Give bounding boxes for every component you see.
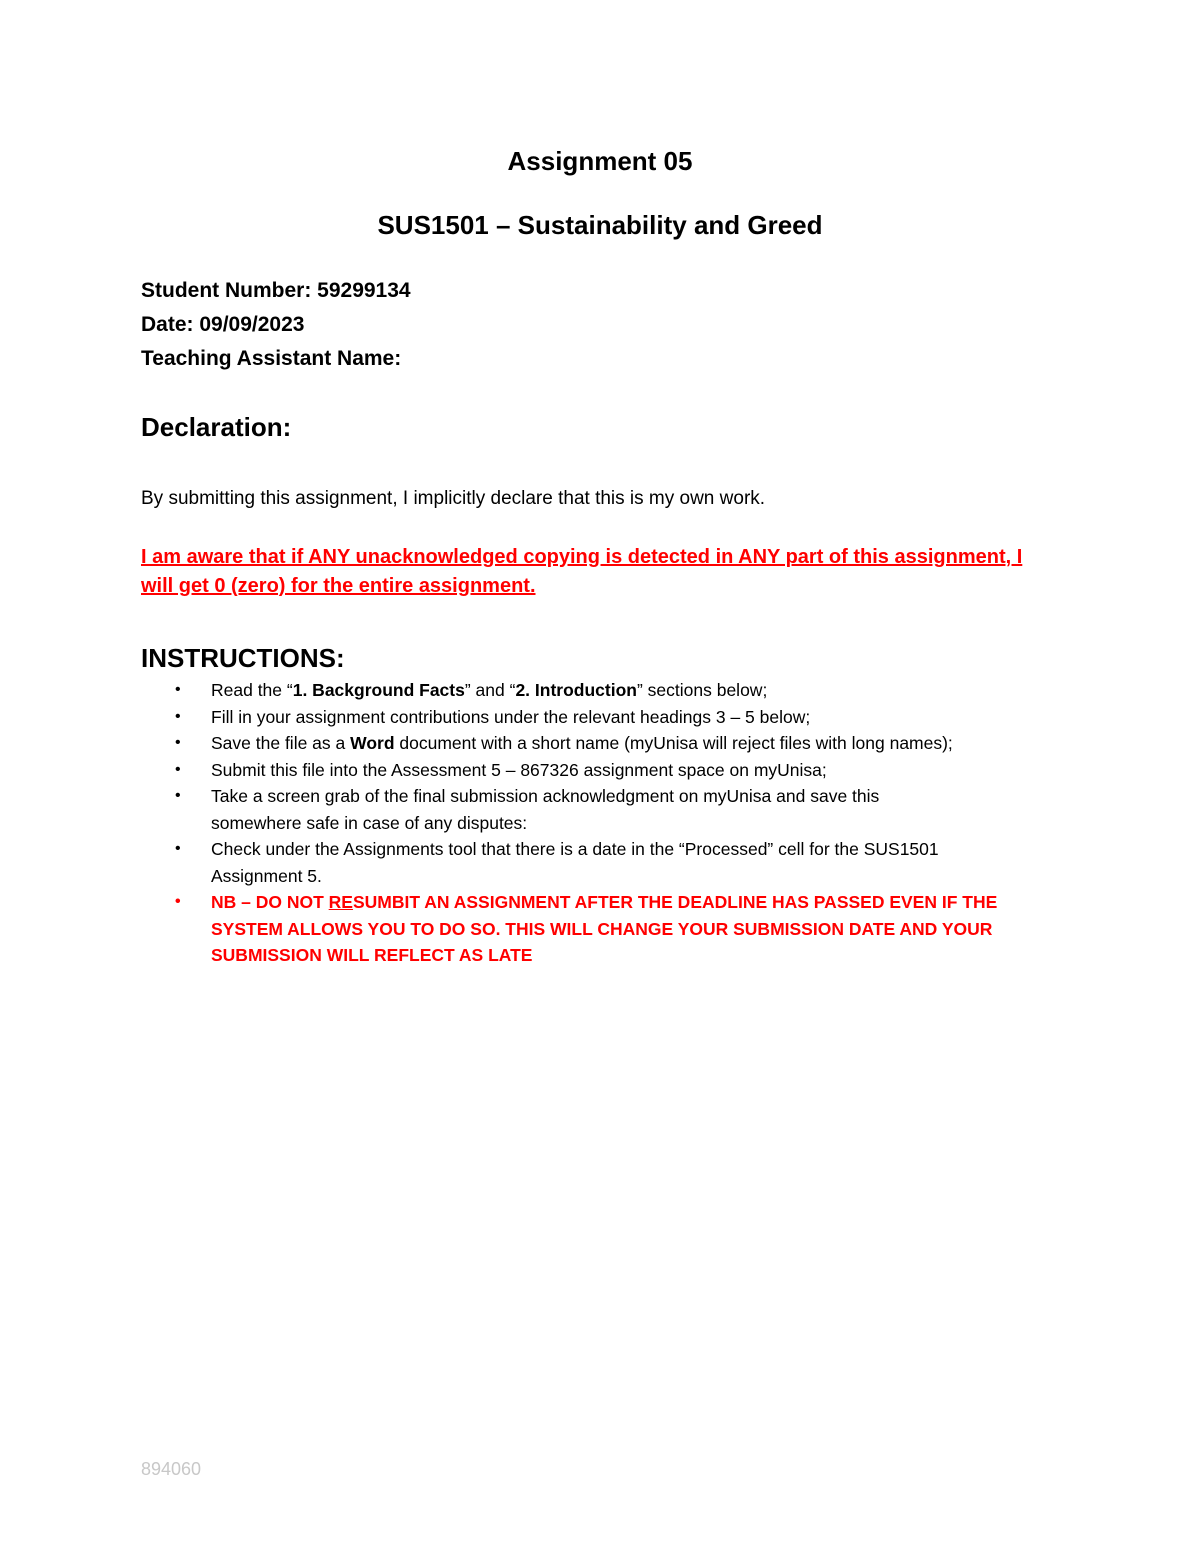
submission-date: Date: 09/09/2023 xyxy=(141,313,305,336)
list-item: • Read the “1. Background Facts” and “2. Introduction” sections below; xyxy=(141,677,1061,704)
bullet-icon: • xyxy=(175,760,181,778)
declaration-text: By submitting this assignment, I implicitly declare that this is my own work. xyxy=(141,488,766,509)
document-id-watermark: 894060 xyxy=(141,1459,202,1479)
bullet-icon: • xyxy=(175,893,181,910)
bullet-icon: • xyxy=(175,840,181,857)
student-number: Student Number: 59299134 xyxy=(141,279,411,302)
bullet-icon: • xyxy=(175,787,181,804)
list-item: • Fill in your assignment contributions under the relevant headings 3 – 5 below; xyxy=(141,704,1061,731)
list-item: • NB – DO NOT RESUMBIT AN ASSIGNMENT AFTER THE DEADLINE HAS PASSED EVEN IF THE SYSTEM ALLOWS YOU TO DO SO. THIS WILL CHANGE YOUR SUBMISSION DATE AND YOUR SUBMISSION WILL REFLECT AS LATE xyxy=(141,889,1061,969)
instructions-list xyxy=(141,677,1061,969)
student-details xyxy=(141,274,411,376)
list-item: • Save the file as a Word document with a short name (myUnisa will reject files with long names); xyxy=(141,730,1061,757)
list-item: • Submit this file into the Assessment 5 – 867326 assignment space on myUnisa; xyxy=(141,757,1061,784)
instructions-heading: INSTRUCTIONS: xyxy=(141,643,345,673)
bullet-icon: • xyxy=(175,707,181,725)
teaching-assistant-name: Teaching Assistant Name: xyxy=(141,347,402,370)
warning-line-1: I am aware that if ANY unacknowledged copying is detected in ANY part of this assignment, I xyxy=(141,546,1023,568)
plagiarism-warning xyxy=(141,543,1061,601)
list-item: • Take a screen grab of the final submission acknowledgment on myUnisa and save this somewhere safe in case of any disputes: xyxy=(141,783,1061,836)
declaration-heading: Declaration: xyxy=(141,412,292,442)
list-item: • Check under the Assignments tool that there is a date in the “Processed” cell for the SUS1501 Assignment 5. xyxy=(141,836,1061,889)
document-subtitle: SUS1501 – Sustainability and Greed xyxy=(377,210,823,240)
warning-line-2: will get 0 (zero) for the entire assignment. xyxy=(141,575,536,597)
bullet-icon: • xyxy=(175,734,181,751)
document-title: Assignment 05 xyxy=(507,146,693,176)
bullet-icon: • xyxy=(175,681,181,698)
